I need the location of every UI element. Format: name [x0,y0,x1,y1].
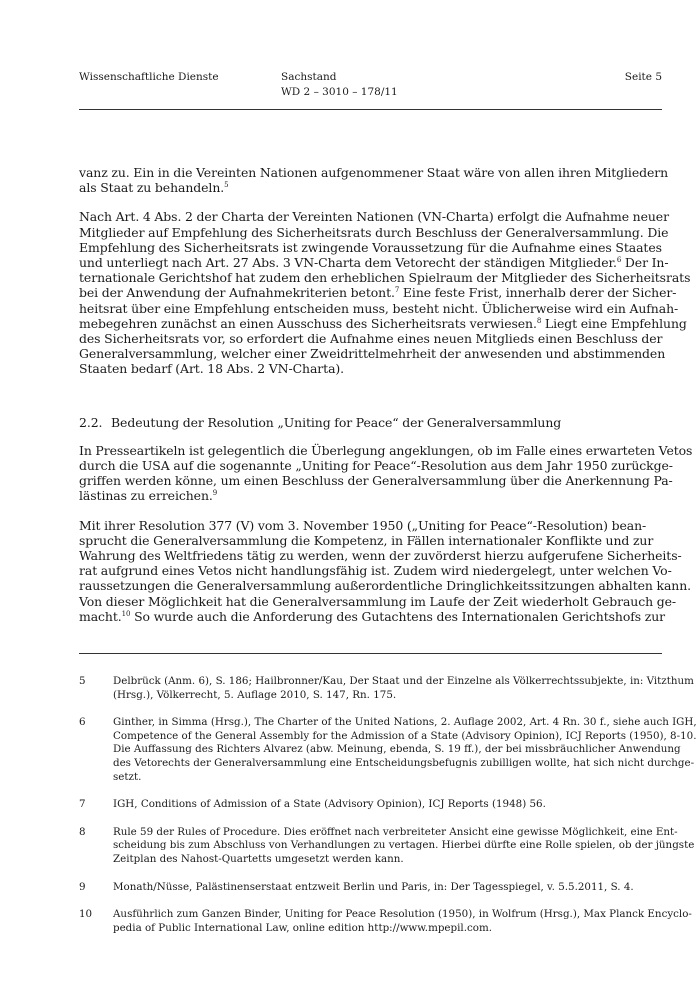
footnote-text [113,675,694,702]
footnote-text [113,908,692,935]
section-heading [79,415,667,430]
footnote-7 [79,798,669,812]
text-line [79,225,667,240]
text-line [79,533,667,548]
text-line [79,285,677,301]
footnote-ref-6[interactable]: 6 [616,255,622,264]
footnote-divider [79,653,662,654]
header-doc-type-label: Sachstand [281,71,337,83]
line-text: rat aufgrund eines Vetos nicht handlungsfähig ist. Zudem wird niedergelegt, unter welchen Vo- [79,563,672,579]
footnote-line: Monath/Nüsse, Palästinenserstaat entzweit Berlin und Paris, in: Der Tagesspiegel, v. 5.5.2011, S. 4. [113,880,634,893]
line-text: Der In- [621,255,669,271]
text-line [79,255,667,270]
text-line [79,180,667,195]
footnote-line: setzt. [113,770,142,783]
line-text: Generalversammlung, welcher einer Zweidrittelmehrheit der anwesenden und abstimmenden [79,346,666,362]
footnote-number: 6 [79,716,86,729]
footnote-line: Die Auffassung des Richters Alvarez (abw. Meinung, ebenda, S. 19 ff.), der bei missbräuchlicher Anwendung [113,743,681,756]
footnote-line: Ginther, in Simma (Hrsg.), The Charter of the United Nations, 2. Auflage 2002, Art. 4 Rn. 30 f., siehe auch IGH, [113,716,697,729]
footnote-6 [79,716,697,784]
line-text: macht. [79,608,122,624]
header-divider [79,109,662,110]
text-line [79,361,667,376]
footnote-text [113,825,695,867]
line-text: Mitglieder auf Empfehlung des Sicherheitsrats durch Beschluss der Generalversammlung. Die [79,224,669,240]
footnote-number: 9 [79,880,86,893]
section-number: 2.2. [79,414,103,430]
line-text: lästinas zu erreichen. [79,488,213,504]
footnote-10 [79,908,692,935]
line-text: Wahrung des Weltfriedens tätig zu werden, wenn der zuvörderst hierzu aufgerufene Sicherheits- [79,548,682,564]
line-text: Mit ihrer Resolution 377 (V) vom 3. November 1950 („Uniting for Peace“-Resolution) bean- [79,517,647,533]
footnote-ref-9[interactable]: 9 [212,489,218,498]
header-document-type [281,70,398,100]
document-body [79,165,693,638]
line-text: Liegt eine Empfehlung [541,315,687,331]
header-page-number: Seite 5 [624,71,662,83]
page-header [79,70,662,110]
line-text: und unterliegt nach Art. 27 Abs. 3 VN-Charta dem Vetorecht der ständigen Mitglieder. [79,255,617,271]
footnote-ref-7[interactable]: 7 [394,286,400,295]
header-institution: Wissenschaftliche Dienste [79,71,219,83]
footnote-9 [79,881,669,895]
text-line [79,473,673,489]
line-text: ternationale Gerichtshof hat zudem den erheblichen Spielraum der Mitglieder des Sicherheitsrats [79,270,691,286]
paragraph-4 [79,517,692,624]
line-text: bei der Anwendung der Aufnahmekriterien betont. [79,285,395,301]
line-text: mebegehren zunächst an einen Ausschuss des Sicherheitsrats verwiesen. [79,315,537,331]
footnote-number: 7 [79,798,86,811]
text-line [79,578,692,594]
line-text: als Staat zu behandeln. [79,180,225,196]
line-text: Nach Art. 4 Abs. 2 der Charta der Vereinten Nationen (VN-Charta) erfolgt die Aufnahme neuer [79,209,669,225]
header-doc-reference: WD 2 – 3010 – 178/11 [281,86,398,98]
paragraph-3 [79,442,693,504]
footnote-line: Zeitplan des Nahost-Quartetts umgesetzt werden kann. [113,852,404,865]
footnote-number: 5 [79,675,86,687]
footnote-text [113,716,697,784]
footnote-number: 8 [79,825,86,838]
footnote-5 [79,675,694,702]
footnotes [79,675,697,949]
text-line [79,300,679,316]
line-text: heitsrat über eine Empfehlung entscheiden muss, besteht nicht. Üblicherweise wird ein Aufnah- [79,300,679,316]
section-title: Bedeutung der Resolution „Uniting for Peace“ der Generalversammlung [111,414,562,430]
text-line [79,563,672,579]
footnote-ref-10[interactable]: 10 [121,609,131,618]
footnote-line: (Hrsg.), Völkerrecht, 5. Auflage 2010, S. 147, Rn. 175. [113,688,397,701]
text-line [79,209,667,224]
line-text: des Sicherheitsrats vor, so erfordert die Aufnahme eines neuen Mitglieds einen Beschluss der [79,331,663,347]
line-text: Empfehlung des Sicherheitsrats ist zwingende Voraussetzung für die Aufnahme eines Staates [79,239,662,255]
text-line [79,548,682,564]
line-text: sprucht die Generalversammlung die Kompetenz, in Fällen internationaler Konflikte und zur [79,532,654,548]
line-text: Staaten bedarf (Art. 18 Abs. 2 VN-Charta). [79,361,345,377]
footnote-line: scheidung bis zum Abschluss von Verhandlungen zu vertagen. Hierbei dürfte eine Rolle spielen, ob der jüngste [113,839,695,852]
footnote-line: pedia of Public International Law, online edition http://www.mpepil.com. [113,921,492,934]
footnote-line: Delbrück (Anm. 6), S. 186; Hailbronner/Kau, Der Staat und der Einzelne als Völkerrechtssubjekte, in: Vitzthum [113,675,694,687]
line-text: So wurde auch die Anforderung des Gutachtens des Internationalen Gerichtshofs zur [130,608,666,624]
footnote-ref-8[interactable]: 8 [536,316,542,325]
line-text: Eine feste Frist, innerhalb derer der Sicher- [399,285,677,301]
line-text: raussetzungen die Generalversammlung außerordentliche Dringlichkeitssitzungen abhalten kann. [79,578,692,594]
line-text: griffen werden könne, um einen Beschluss der Generalversammlung über die Anerkennung Pa- [79,473,673,489]
footnote-8 [79,825,695,867]
footnote-number: 10 [79,908,93,921]
footnote-text [113,798,669,812]
footnote-line: Rule 59 der Rules of Procedure. Dies eröffnet nach verbreiteter Ansicht eine gewisse Möglichkeit, eine Ent- [113,825,678,838]
line-text: Von dieser Möglichkeit hat die Generalversammlung im Laufe der Zeit wiederholt Gebrauch ge- [79,593,677,609]
text-line [79,346,667,361]
text-line [79,458,673,474]
text-line [79,488,667,503]
text-line [79,518,667,533]
footnote-line: IGH, Conditions of Admission of a State (Advisory Opinion), ICJ Reports (1948) 56. [113,798,546,811]
line-text: vanz zu. Ein in die Vereinten Nationen aufgenommener Staat wäre von allen ihren Mitgliedern [79,165,669,180]
footnote-ref-5[interactable]: 5 [224,181,229,190]
text-line [79,593,677,609]
footnote-line: des Vetorechts der Generalversammlung eine Entscheidungsbefugnis zubilligen wollte, hat sich nicht durchge- [113,756,695,769]
text-line [79,315,687,331]
footnote-line: Ausführlich zum Ganzen Binder, Uniting for Peace Resolution (1950), in Wolfrum (Hrsg.), Max Planck Encyclo- [113,908,692,921]
text-line [79,165,667,180]
text-line [79,609,667,624]
paragraph-2 [79,209,691,377]
footnote-text [113,881,669,895]
footnote-line: Competence of the General Assembly for the Admission of a State (Advisory Opinion), ICJ Reports (1950), 8-10. [113,729,697,742]
line-text: In Presseartikeln ist gelegentlich die Überlegung angeklungen, ob im Falle eines erwarteten Vetos [79,442,693,458]
text-line [79,270,691,286]
paragraph-1 [79,165,667,195]
text-line [79,331,667,346]
text-line [79,442,693,458]
line-text: durch die USA auf die sogenannte „Uniting for Peace“-Resolution aus dem Jahr 1950 zurückge- [79,458,673,474]
text-line [79,240,667,255]
